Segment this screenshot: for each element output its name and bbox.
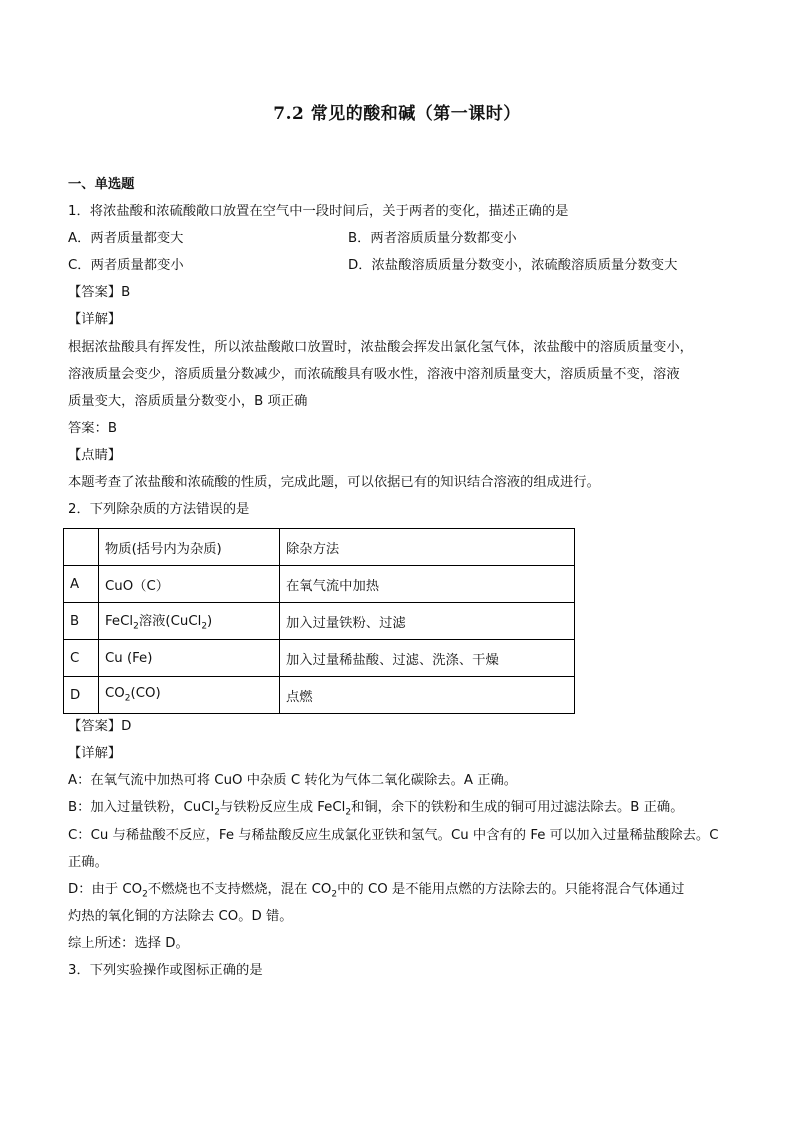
q1-option-b: B．两者溶质质量分数都变小 (348, 231, 517, 246)
formula-part: ) (207, 614, 213, 630)
section-heading: 一、单选题 (68, 177, 135, 192)
row-method: 加入过量铁粉、过滤 (280, 603, 575, 640)
q3-stem: 3．下列实验操作或图标正确的是 (68, 963, 263, 978)
formula-part: CO (105, 686, 125, 702)
text-part: B：加入过量铁粉，CuCl (68, 800, 215, 815)
subscript: 2 (133, 621, 139, 632)
table-row (64, 677, 575, 714)
q1-final-answer: 答案：B (68, 421, 118, 436)
q1-detail-label: 【详解】 (68, 312, 122, 327)
q2-stem: 2．下列除杂质的方法错误的是 (68, 502, 250, 517)
subscript: 2 (124, 693, 131, 704)
q2-detail-b (68, 798, 684, 823)
header-method: 除杂方法 (280, 529, 575, 566)
row-method: 点燃 (280, 677, 575, 714)
q1-detail-line-2: 溶液质量会变少，溶质质量分数减少，而浓硫酸具有吸水性，溶液中溶剂质量变大，溶质质量不变，溶液 (68, 367, 680, 382)
q2-summary: 综上所述：选择 D。 (68, 936, 189, 951)
formula-part: 溶液(CuCl (138, 614, 202, 630)
row-label: C (64, 640, 99, 677)
row-substance (99, 677, 280, 714)
formula-part: FeCl (105, 614, 134, 630)
q1-stem: 1．将浓盐酸和浓硫酸敞口放置在空气中一段时间后，关于两者的变化，描述正确的是 (68, 204, 569, 219)
subscript: 2 (331, 889, 338, 900)
row-label: B (64, 603, 99, 640)
row-method: 在氧气流中加热 (280, 566, 575, 603)
text-part: 与铁粉反应生成 FeCl (219, 800, 346, 815)
row-substance (99, 603, 280, 640)
row-method: 加入过量稀盐酸、过滤、洗涤、干燥 (280, 640, 575, 677)
table-row (64, 603, 575, 640)
row-label: A (64, 566, 99, 603)
table-row (64, 640, 575, 677)
subscript: 2 (142, 889, 148, 900)
formula-part: (CO) (130, 686, 161, 702)
q2-detail-label: 【详解】 (68, 746, 122, 761)
row-label: D (64, 677, 99, 714)
q1-detail-line-1: 根据浓盐酸具有挥发性，所以浓盐酸敞口放置时，浓盐酸会挥发出氯化氢气体，浓盐酸中的溶质质量变小， (68, 340, 693, 355)
header-substance: 物质(括号内为杂质) (99, 529, 280, 566)
row-substance: CuO（C） (99, 566, 280, 603)
text-part: 和铜，余下的铁粉和生成的铜可用过滤法除去。B 正确。 (351, 800, 684, 815)
text-part: 中的 CO 是不能用点燃的方法除去的。只能将混合气体通过 (337, 882, 685, 897)
q1-option-a: A．两者质量都变大 (68, 231, 184, 246)
subscript: 2 (201, 621, 208, 632)
q1-comment-label: 【点睛】 (68, 448, 122, 463)
text-part: 不燃烧也不支持燃烧，混在 CO (147, 882, 332, 897)
row-substance: Cu (Fe) (99, 640, 280, 677)
q2-detail-a: A：在氧气流中加热可将 CuO 中杂质 C 转化为气体二氧化碳除去。A 正确。 (68, 773, 518, 788)
table-header-row (64, 529, 575, 566)
q1-comment: 本题考查了浓盐酸和浓硫酸的性质，完成此题，可以依据已有的知识结合溶液的组成进行。 (68, 475, 600, 490)
table-cell (64, 529, 99, 566)
q2-detail-d-line-1 (68, 880, 684, 905)
page-title: 7.2 常见的酸和碱（第一课时） (273, 104, 521, 124)
q1-option-c: C．两者质量都变小 (68, 258, 184, 273)
q1-answer: 【答案】B (68, 285, 131, 300)
q2-detail-c-line-2: 正确。 (68, 855, 108, 870)
table-row (64, 566, 575, 603)
q2-detail-c-line-1: C：Cu 与稀盐酸不反应，Fe 与稀盐酸反应生成氯化亚铁和氢气。Cu 中含有的 Fe 可以加入过量稀盐酸除去。C (68, 828, 719, 843)
subscript: 2 (345, 807, 352, 818)
subscript: 2 (214, 807, 220, 818)
q1-option-d: D．浓盐酸溶质质量分数变小，浓硫酸溶质质量分数变大 (348, 258, 678, 273)
text-part: D：由于 CO (68, 882, 143, 897)
q1-detail-line-3: 质量变大，溶质质量分数变小，B 项正确 (68, 394, 308, 409)
q2-detail-d-line-2: 灼热的氧化铜的方法除去 CO。D 错。 (68, 909, 293, 924)
impurity-table (63, 528, 575, 714)
q2-answer: 【答案】D (68, 719, 132, 734)
